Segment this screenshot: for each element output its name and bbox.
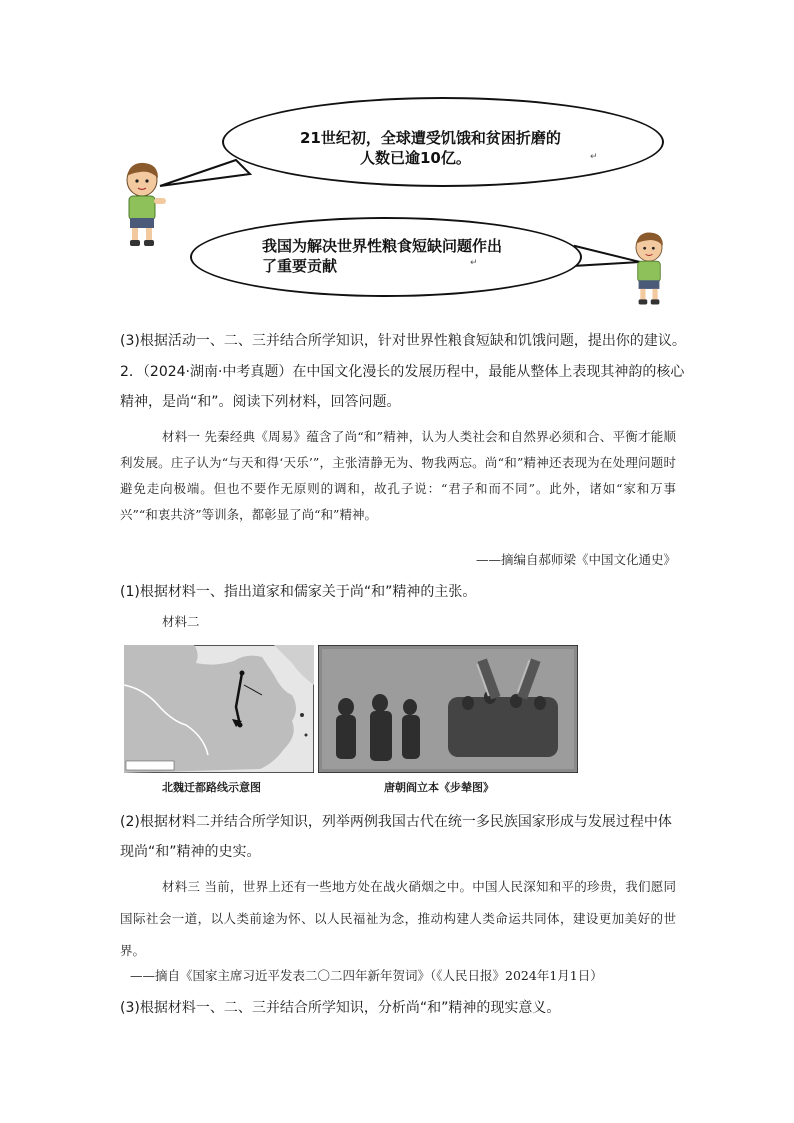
boy-cartoon-left — [118, 160, 170, 250]
sub-question-1: (1)根据材料一、指出道家和儒家关于尚“和”精神的主张。 — [120, 584, 477, 600]
sub-question-3: (3)根据材料一、二、三并结合所学知识，分析尚“和”精神的现实意义。 — [120, 1000, 561, 1016]
material-3-text: 材料三 当前，世界上还有一些地方处在战火硝烟之中。中国人民深知和平的珍贵，我们愿同国际社会一道，以人类前途为怀、以人民福祉为念，推动构建人类命运共同体，建设更加美好的世界。 — [120, 879, 676, 958]
map-caption: 北魏迁都路线示意图 — [162, 781, 261, 794]
sub-question-2-line2: 现尚“和”精神的史实。 — [120, 844, 261, 860]
return-mark: ↵ — [470, 258, 478, 268]
boy-cartoon-right — [626, 230, 672, 308]
sub-question-2-line1: (2)根据材料二并结合所学知识，列举两例我国古代在统一多民族国家形成与发展过程中体 — [120, 814, 672, 830]
question-2-intro-line2: 精神，是尚“和”。阅读下列材料，回答问题。 — [120, 394, 401, 410]
bunian-painting — [318, 645, 578, 773]
return-mark: ↵ — [590, 152, 598, 162]
material-2-label: 材料二 — [162, 614, 200, 629]
material-3-source: ——摘自《国家主席习近平发表二〇二四年新年贺词》（《人民日报》2024年1月1日） — [130, 968, 603, 983]
speech-bubble-1-text: 21世纪初，全球遭受饥饿和贫困折磨的 人数已逾10亿。 — [300, 129, 561, 167]
northern-wei-migration-map — [124, 645, 314, 773]
speech-bubble-2-text: 我国为解决世界性粮食短缺问题作出 了重要贡献 — [262, 237, 503, 275]
material-1-source: ——摘编自郝师梁《中国文化通史》 — [476, 552, 677, 567]
painting-caption: 唐朝阎立本《步辇图》 — [384, 781, 494, 794]
question-3-previous: (3)根据活动一、二、三并结合所学知识，针对世界性粮食短缺和饥饿问题，提出你的建议。 — [120, 333, 686, 349]
question-2-intro-line1: 2．（2024·湖南·中考真题）在中国文化漫长的发展历程中，最能从整体上表现其神韵的核心 — [120, 364, 685, 380]
material-1-text: 材料一 先秦经典《周易》蕴含了尚“和”精神，认为人类社会和自然界必须和合、平衡才能顺利发展。庄子认为“与天和得‘天乐’”，主张清静无为、物我两忘。尚“和”精神还表现为在处理问题时避免走向极端。但也不要作无原则的调和，故孔子说：“君子和而不同”。此外，诸如“家和万事兴”“和衷共济”等训条，都彰显了尚“和”精神。 — [120, 429, 676, 522]
